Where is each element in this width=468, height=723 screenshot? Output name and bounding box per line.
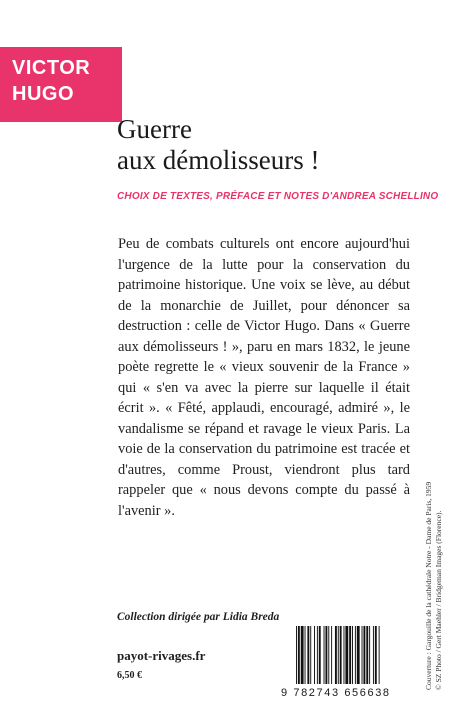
- barcode-bar: [296, 626, 297, 684]
- barcode-bar: [310, 626, 311, 684]
- barcode-bar: [375, 626, 377, 684]
- book-title: [117, 114, 319, 176]
- barcode-bar: [369, 626, 370, 684]
- book-title-line-1: Guerre: [117, 114, 192, 144]
- barcode-bar: [379, 626, 380, 684]
- collection-editor: Collection dirigée par Lidia Breda: [117, 611, 280, 623]
- barcode-bar: [317, 626, 318, 684]
- author-banner: [0, 47, 122, 122]
- back-cover-blurb: Peu de combats culturels ont encore aujourd'hui l'urgence de la lutte pour la conservation du patrimoine historique. Une voix se lève, au début de la monarchie de Juillet, pour dénoncer sa destruction : celle de Victor Hugo. Dans « Guerre aux démolisseurs ! », paru en mars 1832, le jeune poète regrette le « vieux souvenir de la France » qui « s'en va avec la pierre sur laquelle il était écrit ». « Fêté, applaudi, encouragé, admiré », le vandalisme se répand et ravage le vieux Paris. La voie de la conservation du patrimoine est tracée et d'autres, comme Proust, viendront plus tard rappeler que « nous devons compte du passé à l'avenir ».: [118, 236, 410, 519]
- barcode-bar: [340, 626, 342, 684]
- barcode-bar: [338, 626, 339, 684]
- barcode-bar: [352, 626, 353, 684]
- author-last-name: HUGO: [12, 83, 74, 105]
- barcode-bar: [345, 626, 348, 684]
- author-first-name: VICTOR: [12, 57, 91, 79]
- barcode-bar: [344, 626, 345, 684]
- price: 6,50 €: [117, 670, 142, 681]
- publisher-website: payot-rivages.fr: [117, 648, 206, 663]
- barcode-bar: [366, 626, 368, 684]
- editorial-credit: CHOIX DE TEXTES, PRÉFACE ET NOTES D'ANDREA SCHELLINO: [117, 191, 439, 202]
- barcode-bar: [305, 626, 306, 684]
- barcode-bar: [355, 626, 356, 684]
- barcode-bar: [373, 626, 374, 684]
- barcode-bar: [328, 626, 329, 684]
- barcode-bar: [363, 626, 365, 684]
- barcode-bar: [325, 626, 327, 684]
- credits-line-1: Couverture : Gargouille de la cathédrale Notre - Dame de Paris, 1959: [424, 481, 433, 690]
- barcode-bar: [314, 626, 315, 684]
- barcode-bar: [301, 626, 304, 684]
- cover-image-credits: [424, 420, 443, 690]
- barcode-bar: [307, 626, 309, 684]
- barcode-bar: [362, 626, 363, 684]
- barcode-bar: [331, 626, 332, 684]
- barcode-number: 9 782743 656638: [281, 687, 391, 699]
- book-title-line-2: aux démolisseurs !: [117, 145, 320, 175]
- barcode-bar: [335, 626, 337, 684]
- barcode-graphic: [294, 626, 412, 684]
- barcode: [294, 626, 412, 684]
- barcode-bar: [319, 626, 321, 684]
- barcode-bar: [349, 626, 351, 684]
- barcode-bar: [357, 626, 360, 684]
- credits-line-2: © SZ Photo / Gert Maehler / Bridgeman Images (Florence).: [433, 510, 443, 690]
- barcode-bar: [324, 626, 325, 684]
- barcode-bar: [298, 626, 300, 684]
